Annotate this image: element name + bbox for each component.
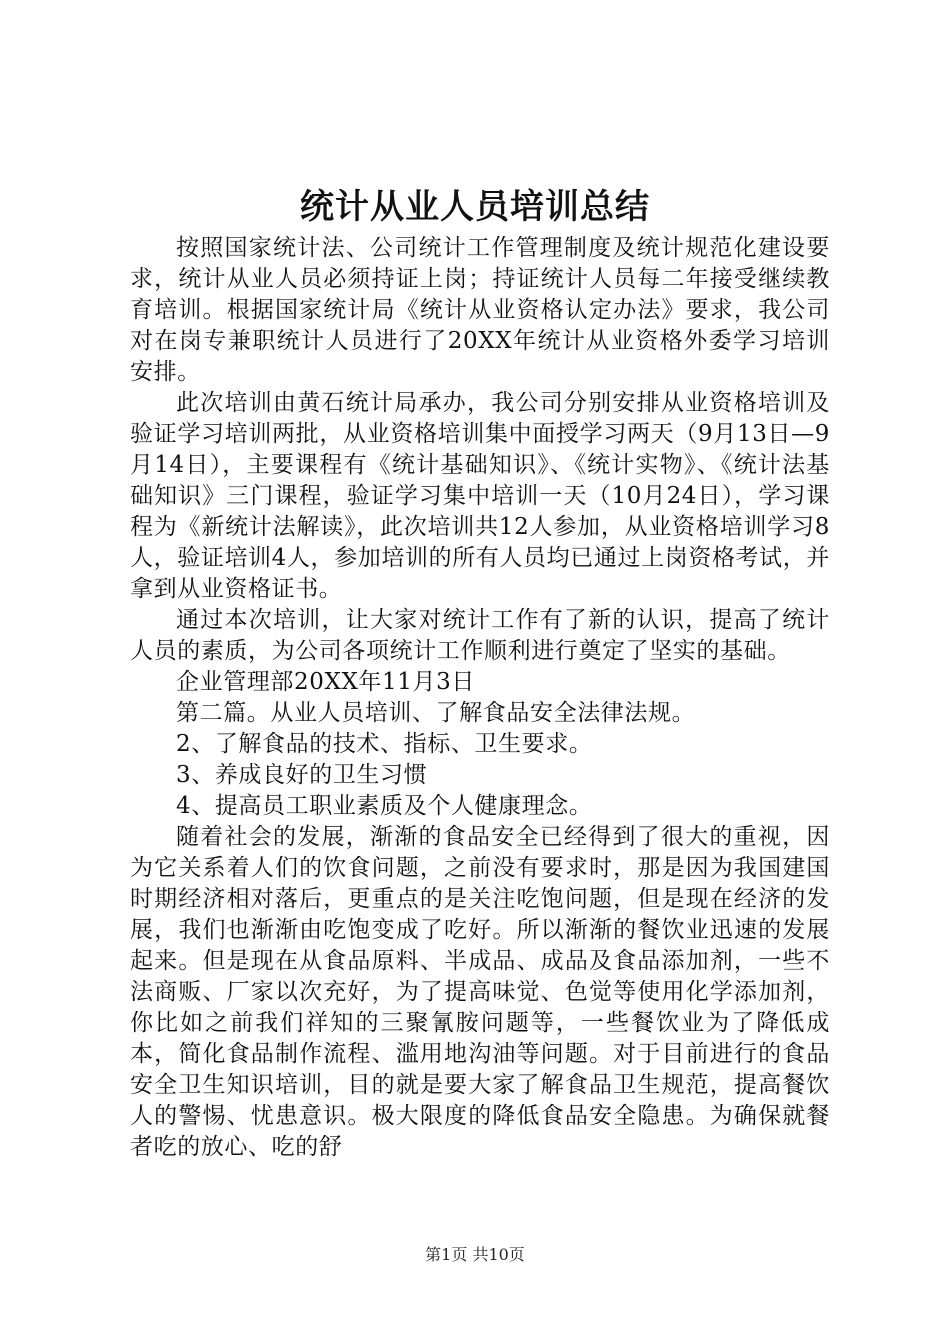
page-footer: 第1页 共10页 (425, 1245, 525, 1264)
paragraph-training-details: 此次培训由黄石统计局承办，我公司分别安排从业资格培训及验证学习培训两批，从业资格培训集中面授学习两天（9月13日—9月14日），主要课程有《统计基础知识》、《统计实物》、《统计法基础知识》三门课程，验证学习集中培训一天（10月24日），学习课程为《新统计法解读》，此次培训共12人参加，从业资格培训学习8人，验证培训4人，参加培训的所有人员均已通过上岗资格考试，并拿到从业资格证书。 (130, 390, 830, 602)
list-item-3: 3、养成良好的卫生习惯 (176, 762, 428, 788)
paragraph-signature: 企业管理部20XX年11月3日 (176, 669, 475, 695)
document-body (130, 233, 830, 1163)
paragraph-intro: 按照国家统计法、公司统计工作管理制度及统计规范化建设要求，统计从业人员必须持证上岗；持证统计人员每二年接受继续教育培训。根据国家统计局《统计从业资格认定办法》要求，我公司对在岗专兼职统计人员进行了20XX年统计从业资格外委学习培训安排。 (130, 235, 830, 385)
paragraph-food-safety: 随着社会的发展，渐渐的食品安全已经得到了很大的重视，因为它关系着人们的饮食问题，之前没有要求时，那是因为我国建国时期经济相对落后，更重点的是关注吃饱问题，但是现在经济的发展，我们也渐渐由吃饱变成了吃好。所以渐渐的餐饮业迅速的发展起来。但是现在从食品原料、半成品、成品及食品添加剂，一些不法商贩、厂家以次充好，为了提高味觉、色觉等使用化学添加剂，你比如之前我们祥知的三聚氰胺问题等，一些餐饮业为了降低成本，简化食品制作流程、滥用地沟油等问题。对于目前进行的食品安全卫生知识培训，目的就是要大家了解食品卫生规范，提高餐饮人的警惕、忧患意识。极大限度的降低食品安全隐患。为确保就餐者吃的放心、吃的舒 (130, 824, 830, 1160)
paragraph-second-heading: 第二篇。从业人员培训、了解食品安全法律法规。 (176, 700, 696, 726)
list-item-2: 2、了解食品的技术、指标、卫生要求。 (176, 731, 593, 757)
paragraph-conclusion: 通过本次培训，让大家对统计工作有了新的认识，提高了统计人员的素质，为公司各项统计工作顺利进行奠定了坚实的基础。 (130, 607, 830, 664)
list-item-4: 4、提高员工职业素质及个人健康理念。 (176, 793, 593, 819)
document-title: 统计从业人员培训总结 (300, 187, 650, 227)
